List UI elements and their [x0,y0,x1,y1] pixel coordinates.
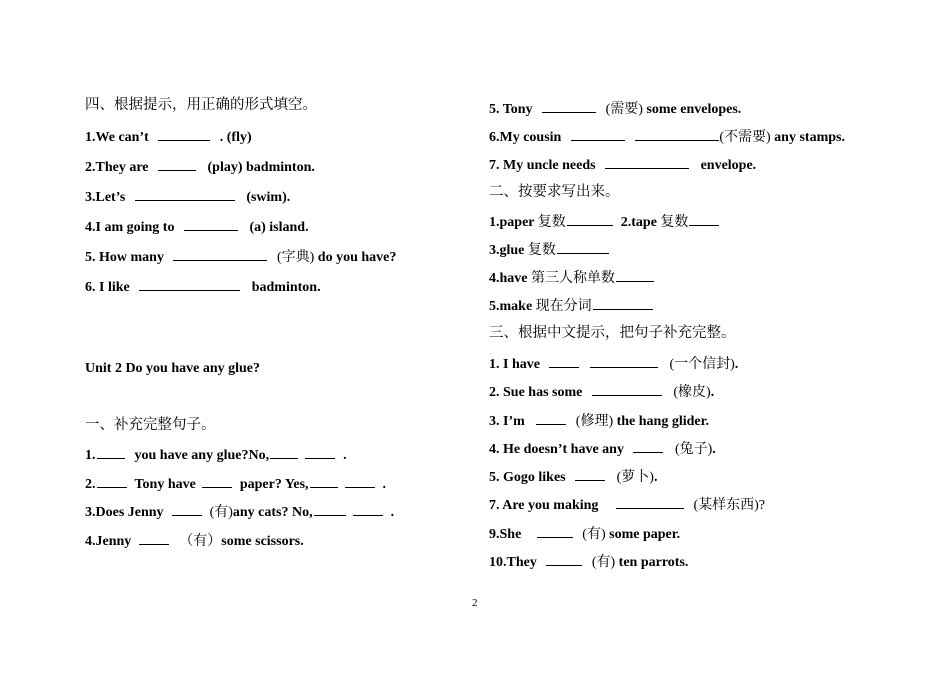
item-text: 6.My cousin [489,130,562,145]
item-text: 4.Jenny [85,534,132,549]
answer-blank[interactable] [97,474,127,488]
answer-blank[interactable] [139,531,169,545]
item-text: (swim). [246,190,291,205]
item-text: 4. He doesn’t have any [489,442,624,457]
sec4-item-4 [85,217,309,237]
sec2-item-3 [489,240,610,260]
item-text: (a) island. [249,220,309,235]
requirement-text: 复数 [527,243,556,258]
sec1-item-2 [85,474,386,494]
item-text: any stamps. [774,130,845,145]
answer-blank[interactable] [546,552,582,566]
requirement-text: 现在分词 [535,299,592,314]
item-text: 2. [85,477,96,492]
item-text: 2.tape [620,215,657,230]
sec4-item-1 [85,127,252,147]
answer-blank[interactable] [305,445,335,459]
item-text: the hang glider. [616,414,710,429]
item-text: do you have? [317,250,397,265]
section-1-heading: 一、补充完整句子。 [85,417,216,433]
item-text: . [734,357,739,372]
item-text: 3.Let’s [85,190,126,205]
item-text: 1.We can’t [85,130,149,145]
answer-blank[interactable] [542,99,596,113]
right-item-6 [489,127,845,147]
unit-title: Unit 2 Do you have any glue? [85,361,261,376]
answer-blank[interactable] [689,212,719,226]
answer-blank[interactable] [575,467,605,481]
sec2-item-1 [489,212,720,232]
answer-blank[interactable] [135,187,235,201]
item-text: any cats? No, [232,505,313,520]
requirement-text: 第三人称单数 [531,271,615,286]
answer-blank[interactable] [345,474,375,488]
item-text: 2. Sue has some [489,385,583,400]
item-text: some paper. [609,527,681,542]
chinese-hint: (萝卜) [616,470,654,485]
item-text: 3. I’m [489,414,525,429]
requirement-text: 复数 [537,215,566,230]
answer-blank[interactable] [537,524,573,538]
answer-blank[interactable] [353,502,383,516]
chinese-hint: (一个信封) [669,357,735,372]
answer-blank[interactable] [567,212,613,226]
item-text: . (fly) [219,130,252,145]
item-text: 1. I have [489,357,540,372]
chinese-hint: (兔子) [674,442,713,457]
item-text: 4.I am going to [85,220,175,235]
answer-blank[interactable] [536,411,566,425]
answer-blank[interactable] [605,155,689,169]
answer-blank[interactable] [172,502,202,516]
item-text: 1. [85,448,96,463]
item-text: some scissors. [221,534,304,549]
chinese-hint: (某样东西) [693,498,759,513]
item-text: 1.paper [489,215,535,230]
sec4-item-2 [85,157,315,177]
item-text: 5. How many [85,250,164,265]
chinese-hint: (橡皮) [673,385,711,400]
chinese-hint: (有) [582,527,606,542]
answer-blank[interactable] [173,247,267,261]
item-text: badminton. [251,280,321,295]
chinese-hint: (字典) [276,250,315,265]
item-text: 3.Does Jenny [85,505,164,520]
sec2-item-5 [489,296,654,316]
chinese-hint: （有） [179,534,222,549]
item-text: (play) badminton. [207,160,315,175]
answer-blank[interactable] [557,240,609,254]
answer-blank[interactable] [158,157,196,171]
answer-blank[interactable] [139,277,240,291]
item-text: 6. I like [85,280,130,295]
sec1-item-4 [85,531,304,551]
answer-blank[interactable] [571,127,625,141]
item-text: 2.They are [85,160,149,175]
sec1-item-3 [85,502,394,522]
sec3-item-2 [489,382,714,402]
item-text: 3.glue [489,243,525,258]
answer-blank[interactable] [202,474,232,488]
item-text: . [343,448,347,463]
item-text: envelope. [700,158,757,173]
sec3-item-3 [489,411,709,431]
item-text: 5. Tony [489,102,533,117]
right-item-5 [489,99,741,119]
answer-blank[interactable] [590,354,658,368]
sec3-item-5 [489,467,657,487]
item-text: 4.have [489,271,528,286]
requirement-text: 复数 [660,215,689,230]
item-text: . [712,442,716,457]
item-text: 9.She [489,527,522,542]
item-text: some envelopes. [646,102,742,117]
item-text: . [382,477,387,492]
sec1-item-1 [85,445,347,465]
item-text: 5. Gogo likes [489,470,566,485]
answer-blank[interactable] [616,495,684,509]
item-text: 5.make [489,299,533,314]
sec3-item-1 [489,354,738,374]
answer-blank[interactable] [310,474,338,488]
item-text: 7. Are you making [489,498,599,513]
answer-blank[interactable] [158,127,210,141]
item-text: you have any glue?No, [134,448,270,463]
answer-blank[interactable] [635,127,719,141]
item-text: ? [758,498,765,513]
answer-blank[interactable] [184,217,238,231]
sec4-item-6 [85,277,321,297]
item-text: 10.They [489,555,537,570]
item-text: paper? Yes, [239,477,309,492]
section-3-heading: 三、根据中文提示，把句子补充完整。 [489,325,736,341]
section-2-heading: 二、按要求写出来。 [489,184,620,200]
answer-blank[interactable] [314,502,346,516]
answer-blank[interactable] [270,445,298,459]
item-text: ten parrots. [618,555,689,570]
item-text: 7. My uncle needs [489,158,596,173]
answer-blank[interactable] [616,268,654,282]
chinese-hint: (修理) [575,414,614,429]
item-text: . [390,505,395,520]
right-item-7 [489,155,756,175]
sec3-item-4 [489,439,716,459]
item-text: Tony have [134,477,196,492]
sec2-item-4 [489,268,655,288]
answer-blank[interactable] [549,354,579,368]
answer-blank[interactable] [592,382,662,396]
answer-blank[interactable] [97,445,125,459]
sec4-item-5 [85,247,396,267]
sec3-item-9 [489,524,680,544]
chinese-hint: (有) [209,505,233,520]
sec4-item-3 [85,187,290,207]
page-number: 2 [472,597,478,609]
item-text: . [710,385,715,400]
sec3-item-7 [489,495,765,515]
chinese-hint: (有) [591,555,616,570]
answer-blank[interactable] [633,439,663,453]
sec3-item-10 [489,552,688,572]
chinese-hint: (不需要) [719,130,771,145]
chinese-hint: (需要) [605,102,643,117]
item-text: . [653,470,658,485]
section-4-heading: 四、根据提示，用正确的形式填空。 [85,97,317,113]
answer-blank[interactable] [593,296,653,310]
